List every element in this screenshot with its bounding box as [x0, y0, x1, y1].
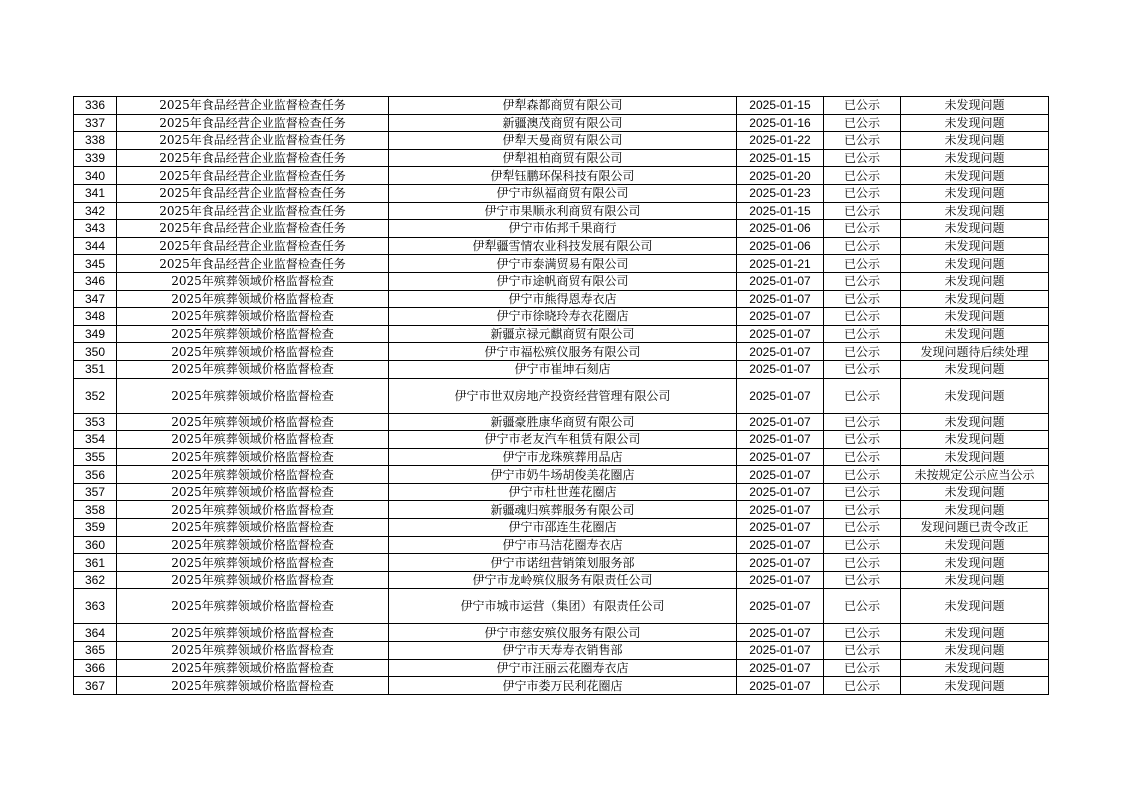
inspection-date-cell: 2025-01-07 — [737, 378, 824, 413]
inspection-date-cell: 2025-01-06 — [737, 237, 824, 255]
table-row — [74, 659, 1049, 677]
table-row — [74, 149, 1049, 167]
task-name-cell: 2025年殡葬领域价格监督检查 — [117, 448, 389, 466]
publication-status-cell: 已公示 — [824, 571, 901, 589]
inspection-result-cell: 未发现问题 — [901, 642, 1049, 660]
task-name-cell: 2025年食品经营企业监督检查任务 — [117, 149, 389, 167]
company-name-cell: 伊犁疆雪情农业科技发展有限公司 — [389, 237, 737, 255]
inspection-result-cell: 发现问题待后续处理 — [901, 343, 1049, 361]
table-row — [74, 536, 1049, 554]
company-name-cell: 伊宁市娄万民利花圈店 — [389, 677, 737, 695]
table-row — [74, 132, 1049, 150]
task-name-cell: 2025年殡葬领域价格监督检查 — [117, 659, 389, 677]
row-number-cell: 338 — [74, 132, 117, 150]
row-number-cell: 346 — [74, 272, 117, 290]
row-number-cell: 357 — [74, 483, 117, 501]
table-row — [74, 97, 1049, 115]
inspection-result-cell: 未发现问题 — [901, 677, 1049, 695]
inspection-result-cell: 未发现问题 — [901, 132, 1049, 150]
company-name-cell: 伊宁市慈安殡仪服务有限公司 — [389, 624, 737, 642]
row-number-cell: 352 — [74, 378, 117, 413]
publication-status-cell: 已公示 — [824, 589, 901, 624]
publication-status-cell: 已公示 — [824, 659, 901, 677]
task-name-cell: 2025年殡葬领域价格监督检查 — [117, 624, 389, 642]
table-row — [74, 114, 1049, 132]
row-number-cell: 347 — [74, 290, 117, 308]
task-name-cell: 2025年殡葬领域价格监督检查 — [117, 431, 389, 449]
inspection-result-cell: 未发现问题 — [901, 413, 1049, 431]
row-number-cell: 354 — [74, 431, 117, 449]
inspection-date-cell: 2025-01-15 — [737, 202, 824, 220]
task-name-cell: 2025年殡葬领域价格监督检查 — [117, 642, 389, 660]
inspection-result-cell: 未发现问题 — [901, 483, 1049, 501]
task-name-cell: 2025年殡葬领域价格监督检查 — [117, 360, 389, 378]
table-row — [74, 237, 1049, 255]
table-row — [74, 483, 1049, 501]
table-row — [74, 642, 1049, 660]
inspection-date-cell: 2025-01-15 — [737, 97, 824, 115]
inspection-date-cell: 2025-01-07 — [737, 466, 824, 484]
task-name-cell: 2025年殡葬领域价格监督检查 — [117, 677, 389, 695]
inspection-date-cell: 2025-01-07 — [737, 360, 824, 378]
task-name-cell: 2025年食品经营企业监督检查任务 — [117, 167, 389, 185]
publication-status-cell: 已公示 — [824, 677, 901, 695]
inspection-result-cell: 未发现问题 — [901, 308, 1049, 326]
row-number-cell: 344 — [74, 237, 117, 255]
publication-status-cell: 已公示 — [824, 378, 901, 413]
inspection-result-cell: 未发现问题 — [901, 624, 1049, 642]
table-row — [74, 431, 1049, 449]
company-name-cell: 伊犁钰鹏环保科技有限公司 — [389, 167, 737, 185]
publication-status-cell: 已公示 — [824, 360, 901, 378]
inspection-result-cell: 未发现问题 — [901, 167, 1049, 185]
inspection-date-cell: 2025-01-07 — [737, 642, 824, 660]
publication-status-cell: 已公示 — [824, 325, 901, 343]
inspection-date-cell: 2025-01-07 — [737, 501, 824, 519]
inspection-result-cell: 未发现问题 — [901, 114, 1049, 132]
inspection-result-cell: 未按规定公示应当公示 — [901, 466, 1049, 484]
inspection-date-cell: 2025-01-07 — [737, 589, 824, 624]
row-number-cell: 340 — [74, 167, 117, 185]
inspection-result-cell: 未发现问题 — [901, 202, 1049, 220]
company-name-cell: 伊宁市佑邦千果商行 — [389, 220, 737, 238]
company-name-cell: 伊宁市奶牛场胡俊美花圈店 — [389, 466, 737, 484]
task-name-cell: 2025年食品经营企业监督检查任务 — [117, 132, 389, 150]
task-name-cell: 2025年殡葬领域价格监督检查 — [117, 343, 389, 361]
inspection-result-cell: 未发现问题 — [901, 149, 1049, 167]
inspection-date-cell: 2025-01-07 — [737, 659, 824, 677]
publication-status-cell: 已公示 — [824, 554, 901, 572]
inspection-result-cell: 未发现问题 — [901, 325, 1049, 343]
table-row — [74, 360, 1049, 378]
row-number-cell: 366 — [74, 659, 117, 677]
company-name-cell: 伊宁市杜世莲花圈店 — [389, 483, 737, 501]
inspection-date-cell: 2025-01-06 — [737, 220, 824, 238]
task-name-cell: 2025年食品经营企业监督检查任务 — [117, 184, 389, 202]
inspection-date-cell: 2025-01-07 — [737, 677, 824, 695]
company-name-cell: 伊宁市熊得恩寿衣店 — [389, 290, 737, 308]
publication-status-cell: 已公示 — [824, 237, 901, 255]
table-row — [74, 184, 1049, 202]
inspection-result-cell: 未发现问题 — [901, 220, 1049, 238]
inspection-date-cell: 2025-01-07 — [737, 624, 824, 642]
row-number-cell: 365 — [74, 642, 117, 660]
inspection-result-cell: 未发现问题 — [901, 554, 1049, 572]
table-row — [74, 501, 1049, 519]
row-number-cell: 348 — [74, 308, 117, 326]
company-name-cell: 伊宁市世双房地产投资经营管理有限公司 — [389, 378, 737, 413]
inspection-date-cell: 2025-01-16 — [737, 114, 824, 132]
company-name-cell: 伊犁森都商贸有限公司 — [389, 97, 737, 115]
publication-status-cell: 已公示 — [824, 255, 901, 273]
table-row — [74, 308, 1049, 326]
inspection-date-cell: 2025-01-07 — [737, 571, 824, 589]
company-name-cell: 伊宁市邵连生花圈店 — [389, 519, 737, 537]
publication-status-cell: 已公示 — [824, 536, 901, 554]
publication-status-cell: 已公示 — [824, 483, 901, 501]
company-name-cell: 伊宁市龙珠殡葬用品店 — [389, 448, 737, 466]
row-number-cell: 339 — [74, 149, 117, 167]
task-name-cell: 2025年食品经营企业监督检查任务 — [117, 220, 389, 238]
inspection-result-cell: 未发现问题 — [901, 589, 1049, 624]
publication-status-cell: 已公示 — [824, 431, 901, 449]
company-name-cell: 伊犁天曼商贸有限公司 — [389, 132, 737, 150]
publication-status-cell: 已公示 — [824, 184, 901, 202]
publication-status-cell: 已公示 — [824, 149, 901, 167]
company-name-cell: 伊宁市福松殡仪服务有限公司 — [389, 343, 737, 361]
company-name-cell: 伊宁市马洁花圈寿衣店 — [389, 536, 737, 554]
row-number-cell: 355 — [74, 448, 117, 466]
row-number-cell: 362 — [74, 571, 117, 589]
row-number-cell: 336 — [74, 97, 117, 115]
task-name-cell: 2025年殡葬领域价格监督检查 — [117, 466, 389, 484]
publication-status-cell: 已公示 — [824, 501, 901, 519]
company-name-cell: 伊犁祖柏商贸有限公司 — [389, 149, 737, 167]
table-row — [74, 202, 1049, 220]
inspection-result-cell: 未发现问题 — [901, 571, 1049, 589]
inspection-date-cell: 2025-01-07 — [737, 431, 824, 449]
inspection-date-cell: 2025-01-07 — [737, 413, 824, 431]
inspection-date-cell: 2025-01-07 — [737, 448, 824, 466]
task-name-cell: 2025年殡葬领域价格监督检查 — [117, 378, 389, 413]
company-name-cell: 伊宁市纵福商贸有限公司 — [389, 184, 737, 202]
inspection-date-cell: 2025-01-20 — [737, 167, 824, 185]
inspection-result-cell: 未发现问题 — [901, 184, 1049, 202]
table-row — [74, 589, 1049, 624]
inspection-date-cell: 2025-01-07 — [737, 272, 824, 290]
task-name-cell: 2025年食品经营企业监督检查任务 — [117, 202, 389, 220]
row-number-cell: 349 — [74, 325, 117, 343]
task-name-cell: 2025年殡葬领域价格监督检查 — [117, 413, 389, 431]
company-name-cell: 伊宁市诺纽营销策划服务部 — [389, 554, 737, 572]
publication-status-cell: 已公示 — [824, 448, 901, 466]
table-row — [74, 378, 1049, 413]
inspection-date-cell: 2025-01-07 — [737, 325, 824, 343]
task-name-cell: 2025年食品经营企业监督检查任务 — [117, 114, 389, 132]
inspection-date-cell: 2025-01-07 — [737, 343, 824, 361]
table-row — [74, 571, 1049, 589]
publication-status-cell: 已公示 — [824, 220, 901, 238]
inspection-date-cell: 2025-01-15 — [737, 149, 824, 167]
table-row — [74, 272, 1049, 290]
task-name-cell: 2025年殡葬领域价格监督检查 — [117, 272, 389, 290]
inspection-date-cell: 2025-01-07 — [737, 483, 824, 501]
table-row — [74, 255, 1049, 273]
publication-status-cell: 已公示 — [824, 343, 901, 361]
publication-status-cell: 已公示 — [824, 167, 901, 185]
inspection-result-cell: 未发现问题 — [901, 360, 1049, 378]
row-number-cell: 367 — [74, 677, 117, 695]
publication-status-cell: 已公示 — [824, 132, 901, 150]
task-name-cell: 2025年食品经营企业监督检查任务 — [117, 255, 389, 273]
row-number-cell: 359 — [74, 519, 117, 537]
inspection-date-cell: 2025-01-07 — [737, 554, 824, 572]
inspection-result-cell: 未发现问题 — [901, 378, 1049, 413]
inspection-result-cell: 未发现问题 — [901, 659, 1049, 677]
table-row — [74, 554, 1049, 572]
table-row — [74, 325, 1049, 343]
task-name-cell: 2025年殡葬领域价格监督检查 — [117, 536, 389, 554]
inspection-result-cell: 未发现问题 — [901, 536, 1049, 554]
task-name-cell: 2025年食品经营企业监督检查任务 — [117, 237, 389, 255]
company-name-cell: 新疆豪胜康华商贸有限公司 — [389, 413, 737, 431]
inspection-date-cell: 2025-01-07 — [737, 308, 824, 326]
table-row — [74, 413, 1049, 431]
company-name-cell: 新疆京禄元麒商贸有限公司 — [389, 325, 737, 343]
table-row — [74, 220, 1049, 238]
inspection-date-cell: 2025-01-22 — [737, 132, 824, 150]
publication-status-cell: 已公示 — [824, 413, 901, 431]
publication-status-cell: 已公示 — [824, 290, 901, 308]
inspection-result-cell: 未发现问题 — [901, 448, 1049, 466]
inspection-result-cell: 未发现问题 — [901, 97, 1049, 115]
row-number-cell: 337 — [74, 114, 117, 132]
publication-status-cell: 已公示 — [824, 272, 901, 290]
inspection-date-cell: 2025-01-07 — [737, 290, 824, 308]
publication-status-cell: 已公示 — [824, 202, 901, 220]
table-row — [74, 167, 1049, 185]
inspection-date-cell: 2025-01-07 — [737, 536, 824, 554]
publication-status-cell: 已公示 — [824, 624, 901, 642]
publication-status-cell: 已公示 — [824, 114, 901, 132]
company-name-cell: 伊宁市城市运营（集团）有限责任公司 — [389, 589, 737, 624]
row-number-cell: 361 — [74, 554, 117, 572]
row-number-cell: 364 — [74, 624, 117, 642]
row-number-cell: 353 — [74, 413, 117, 431]
row-number-cell: 342 — [74, 202, 117, 220]
publication-status-cell: 已公示 — [824, 308, 901, 326]
company-name-cell: 新疆魂归殡葬服务有限公司 — [389, 501, 737, 519]
task-name-cell: 2025年殡葬领域价格监督检查 — [117, 589, 389, 624]
table-row — [74, 519, 1049, 537]
row-number-cell: 356 — [74, 466, 117, 484]
company-name-cell: 伊宁市龙岭殡仪服务有限责任公司 — [389, 571, 737, 589]
publication-status-cell: 已公示 — [824, 519, 901, 537]
row-number-cell: 345 — [74, 255, 117, 273]
table-row — [74, 677, 1049, 695]
table-row — [74, 343, 1049, 361]
task-name-cell: 2025年殡葬领域价格监督检查 — [117, 554, 389, 572]
task-name-cell: 2025年殡葬领域价格监督检查 — [117, 571, 389, 589]
task-name-cell: 2025年殡葬领域价格监督检查 — [117, 519, 389, 537]
inspection-result-cell: 发现问题已责令改正 — [901, 519, 1049, 537]
row-number-cell: 343 — [74, 220, 117, 238]
row-number-cell: 341 — [74, 184, 117, 202]
publication-status-cell: 已公示 — [824, 642, 901, 660]
table-row — [74, 290, 1049, 308]
company-name-cell: 伊宁市徐晓玲寿衣花圈店 — [389, 308, 737, 326]
row-number-cell: 358 — [74, 501, 117, 519]
table-row — [74, 466, 1049, 484]
row-number-cell: 350 — [74, 343, 117, 361]
task-name-cell: 2025年殡葬领域价格监督检查 — [117, 325, 389, 343]
row-number-cell: 360 — [74, 536, 117, 554]
inspection-result-cell: 未发现问题 — [901, 272, 1049, 290]
row-number-cell: 351 — [74, 360, 117, 378]
inspection-result-cell: 未发现问题 — [901, 237, 1049, 255]
task-name-cell: 2025年食品经营企业监督检查任务 — [117, 97, 389, 115]
company-name-cell: 伊宁市果顺永利商贸有限公司 — [389, 202, 737, 220]
inspection-date-cell: 2025-01-07 — [737, 519, 824, 537]
table-row — [74, 448, 1049, 466]
company-name-cell: 伊宁市途帆商贸有限公司 — [389, 272, 737, 290]
inspection-results-table — [73, 96, 1049, 695]
company-name-cell: 伊宁市崔坤石刻店 — [389, 360, 737, 378]
task-name-cell: 2025年殡葬领域价格监督检查 — [117, 483, 389, 501]
inspection-result-cell: 未发现问题 — [901, 290, 1049, 308]
company-name-cell: 伊宁市汪丽云花圈寿衣店 — [389, 659, 737, 677]
company-name-cell: 伊宁市泰满贸易有限公司 — [389, 255, 737, 273]
inspection-result-cell: 未发现问题 — [901, 501, 1049, 519]
company-name-cell: 伊宁市天寿寿衣销售部 — [389, 642, 737, 660]
row-number-cell: 363 — [74, 589, 117, 624]
inspection-result-cell: 未发现问题 — [901, 431, 1049, 449]
task-name-cell: 2025年殡葬领域价格监督检查 — [117, 308, 389, 326]
company-name-cell: 新疆澳茂商贸有限公司 — [389, 114, 737, 132]
table-body — [74, 97, 1049, 695]
publication-status-cell: 已公示 — [824, 466, 901, 484]
inspection-result-cell: 未发现问题 — [901, 255, 1049, 273]
inspection-date-cell: 2025-01-21 — [737, 255, 824, 273]
table-row — [74, 624, 1049, 642]
publication-status-cell: 已公示 — [824, 97, 901, 115]
task-name-cell: 2025年殡葬领域价格监督检查 — [117, 290, 389, 308]
company-name-cell: 伊宁市老友汽车租赁有限公司 — [389, 431, 737, 449]
inspection-date-cell: 2025-01-23 — [737, 184, 824, 202]
task-name-cell: 2025年殡葬领域价格监督检查 — [117, 501, 389, 519]
